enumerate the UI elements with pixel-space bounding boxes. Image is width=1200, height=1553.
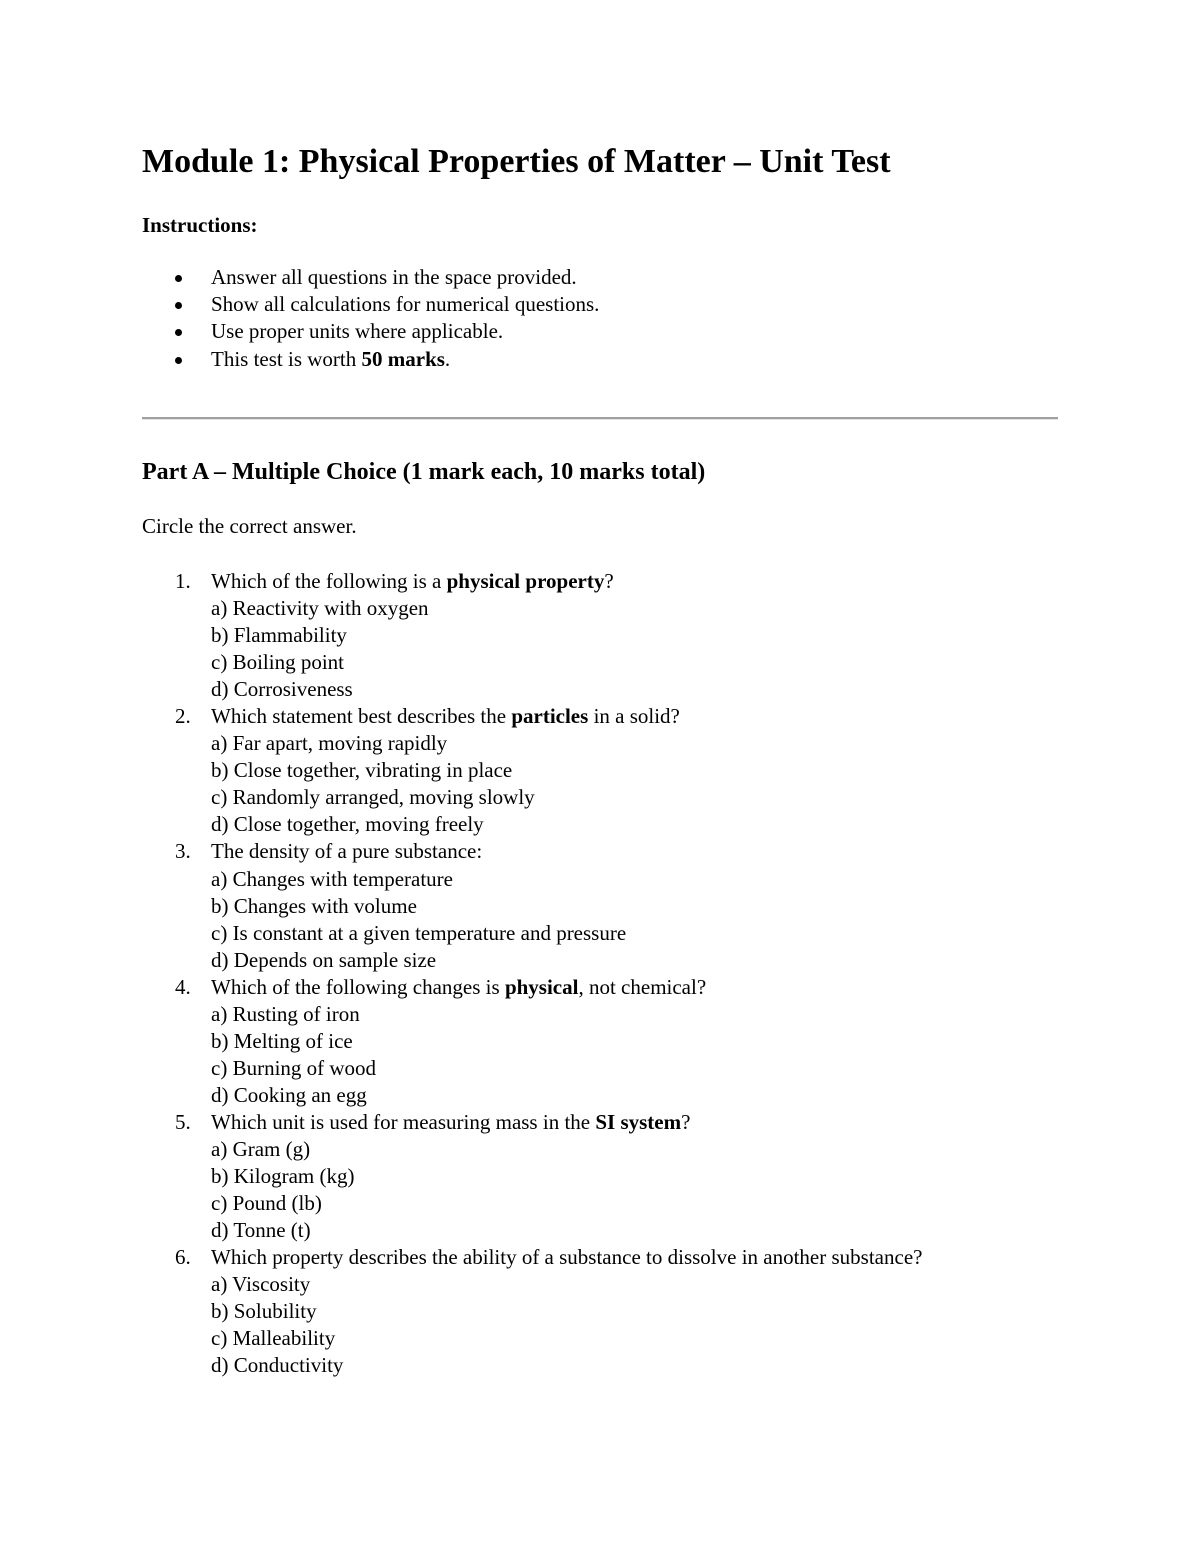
- bullet-icon: [175, 302, 182, 309]
- instructions-heading: Instructions:: [142, 213, 258, 237]
- question-text: Which property describes the ability of a substance to dissolve in another substance?: [211, 1245, 923, 1270]
- bullet-icon: [175, 275, 182, 282]
- option-b[interactable]: b) Kilogram (kg): [211, 1164, 355, 1189]
- option-d[interactable]: d) Cooking an egg: [211, 1082, 367, 1107]
- instruction-item: [142, 291, 599, 318]
- part-a-instruction: Circle the correct answer.: [142, 514, 357, 538]
- option-c[interactable]: c) Burning of wood: [211, 1055, 377, 1080]
- option-c[interactable]: c) Pound (lb): [211, 1191, 322, 1216]
- question-text: The density of a pure substance:: [211, 839, 483, 864]
- question-4: [142, 974, 922, 1109]
- question-text-suffix: ?: [604, 569, 614, 593]
- horizontal-divider: [142, 417, 1058, 420]
- instruction-item: [142, 264, 599, 291]
- option-c[interactable]: c) Randomly arranged, moving slowly: [211, 785, 535, 810]
- option-c[interactable]: c) Is constant at a given temperature and pressure: [211, 920, 627, 945]
- question-list: [142, 568, 922, 1379]
- option-a[interactable]: a) Gram (g): [211, 1136, 311, 1161]
- question-text: Which unit is used for measuring mass in the: [211, 1109, 596, 1134]
- option-a[interactable]: a) Changes with temperature: [211, 866, 453, 891]
- instruction-text: Show all calculations for numerical questions.: [211, 292, 600, 317]
- bullet-icon: [175, 329, 182, 336]
- question-number: 4.: [175, 974, 191, 999]
- question-text: Which statement best describes the: [211, 704, 512, 729]
- instruction-item: [142, 318, 599, 345]
- question-number: 6.: [175, 1245, 191, 1270]
- question-number: 3.: [175, 839, 191, 864]
- question-text-suffix: ?: [681, 1109, 691, 1134]
- question-number: 1.: [175, 569, 191, 593]
- option-d[interactable]: d) Depends on sample size: [211, 947, 437, 972]
- bullet-icon: [175, 357, 182, 364]
- option-a[interactable]: a) Reactivity with oxygen: [211, 596, 429, 621]
- question-number: 5.: [175, 1109, 191, 1134]
- instructions-list: [142, 264, 599, 373]
- question-6: [142, 1244, 922, 1379]
- question-text: Which of the following is a: [211, 569, 447, 593]
- total-marks: 50 marks: [361, 346, 445, 371]
- instruction-text-suffix: .: [444, 346, 451, 371]
- option-d[interactable]: d) Tonne (t): [211, 1218, 311, 1243]
- instruction-item: [142, 346, 599, 373]
- question-keyword: particles: [511, 704, 589, 729]
- question-keyword: physical property: [446, 569, 605, 593]
- question-3: [142, 838, 922, 973]
- instruction-text: Answer all questions in the space provided.: [211, 265, 577, 289]
- question-text-suffix: in a solid?: [588, 704, 680, 729]
- option-d[interactable]: d) Close together, moving freely: [211, 812, 484, 837]
- question-keyword: SI system: [595, 1109, 682, 1134]
- instruction-text-prefix: This test is worth: [211, 346, 362, 371]
- option-a[interactable]: a) Rusting of iron: [211, 1001, 360, 1026]
- instruction-text: Use proper units where applicable.: [211, 319, 504, 344]
- option-b[interactable]: b) Flammability: [211, 623, 347, 648]
- option-b[interactable]: b) Melting of ice: [211, 1028, 353, 1053]
- option-b[interactable]: b) Solubility: [211, 1299, 317, 1324]
- page-title: Module 1: Physical Properties of Matter – Unit Test: [142, 143, 891, 180]
- question-keyword: physical: [504, 974, 579, 999]
- option-d[interactable]: d) Conductivity: [211, 1353, 344, 1378]
- question-5: [142, 1109, 922, 1244]
- option-b[interactable]: b) Close together, vibrating in place: [211, 758, 513, 783]
- option-a[interactable]: a) Viscosity: [211, 1272, 311, 1297]
- option-c[interactable]: c) Boiling point: [211, 650, 344, 675]
- question-number: 2.: [175, 704, 191, 729]
- option-c[interactable]: c) Malleability: [211, 1326, 336, 1351]
- question-1: [142, 568, 922, 703]
- option-b[interactable]: b) Changes with volume: [211, 893, 417, 918]
- question-2: [142, 703, 922, 838]
- part-a-heading: Part A – Multiple Choice (1 mark each, 10 marks total): [142, 459, 706, 485]
- question-text: Which of the following changes is: [211, 974, 505, 999]
- question-text-suffix: , not chemical?: [578, 974, 707, 999]
- option-a[interactable]: a) Far apart, moving rapidly: [211, 731, 448, 756]
- option-d[interactable]: d) Corrosiveness: [211, 677, 353, 702]
